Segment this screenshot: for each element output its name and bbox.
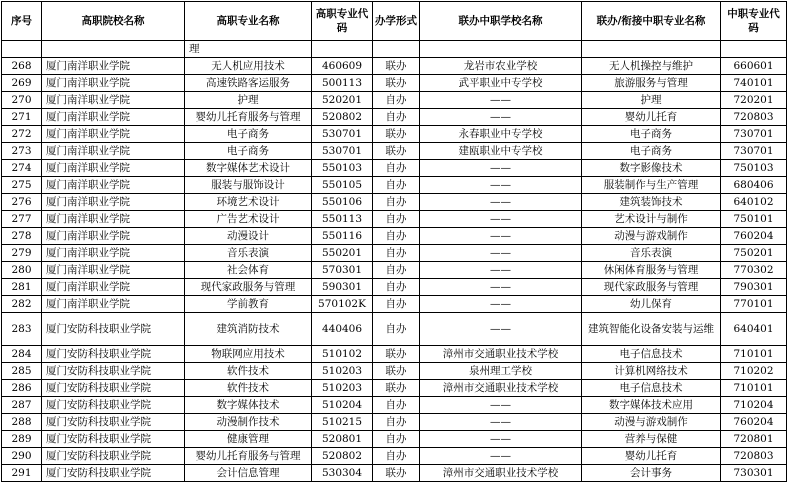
- header-cell: 高职专业代码: [312, 2, 373, 41]
- major-name-cell: 电子商务: [185, 126, 312, 143]
- secondary-code-cell: 640102: [721, 194, 787, 211]
- major-name-cell: 数字媒体技术: [185, 397, 312, 414]
- secondary-major-cell: 数字影像技术: [582, 160, 721, 177]
- mode-cell: 联办: [373, 126, 420, 143]
- major-code-cell: 520201: [312, 92, 373, 109]
- partner-school-cell: ——: [420, 228, 582, 245]
- mode-cell: 自办: [373, 211, 420, 228]
- college-name-cell: 厦门南洋职业学院: [42, 228, 185, 245]
- partner-school-cell: ——: [420, 92, 582, 109]
- table-row: [2, 414, 787, 431]
- college-name-cell: 厦门南洋职业学院: [42, 262, 185, 279]
- table-row: [2, 109, 787, 126]
- mode-cell: 自办: [373, 109, 420, 126]
- row-number-cell: 291: [2, 465, 42, 482]
- college-name-cell: 厦门南洋职业学院: [42, 194, 185, 211]
- college-name-cell: 厦门南洋职业学院: [42, 245, 185, 262]
- major-code-cell: 550113: [312, 211, 373, 228]
- header-row: [2, 2, 787, 41]
- college-name-cell: 厦门南洋职业学院: [42, 58, 185, 75]
- partner-school-cell: 漳州市交通职业技术学校: [420, 465, 582, 482]
- major-code-cell: 590301: [312, 279, 373, 296]
- continuation-major: 理: [185, 41, 312, 58]
- secondary-major-cell: 会计事务: [582, 465, 721, 482]
- secondary-code-cell: 720801: [721, 431, 787, 448]
- college-name-cell: 厦门安防科技职业学院: [42, 448, 185, 465]
- header-cell: 联办中职学校名称: [420, 2, 582, 41]
- mode-cell: 自办: [373, 431, 420, 448]
- row-number-cell: 282: [2, 296, 42, 313]
- mode-cell: 联办: [373, 346, 420, 363]
- secondary-major-cell: 幼儿保育: [582, 296, 721, 313]
- college-name-cell: 厦门安防科技职业学院: [42, 363, 185, 380]
- table-row: [2, 380, 787, 397]
- major-code-cell: 530701: [312, 143, 373, 160]
- row-number-cell: 277: [2, 211, 42, 228]
- college-name-cell: 厦门安防科技职业学院: [42, 313, 185, 346]
- partner-school-cell: ——: [420, 431, 582, 448]
- secondary-code-cell: 730301: [721, 465, 787, 482]
- table-row: [2, 143, 787, 160]
- mode-cell: 联办: [373, 380, 420, 397]
- major-code-cell: 440406: [312, 313, 373, 346]
- partner-school-cell: ——: [420, 397, 582, 414]
- mode-cell: 自办: [373, 92, 420, 109]
- table-row: [2, 211, 787, 228]
- major-name-cell: 动漫设计: [185, 228, 312, 245]
- partner-school-cell: ——: [420, 414, 582, 431]
- major-name-cell: 服装与服饰设计: [185, 177, 312, 194]
- secondary-major-cell: 建筑智能化设备安装与运维: [582, 313, 721, 346]
- college-name-cell: 厦门安防科技职业学院: [42, 414, 185, 431]
- row-number-cell: 274: [2, 160, 42, 177]
- college-name-cell: 厦门南洋职业学院: [42, 75, 185, 92]
- table-row: [2, 92, 787, 109]
- table-row: [2, 431, 787, 448]
- partner-school-cell: ——: [420, 211, 582, 228]
- secondary-major-cell: 艺术设计与制作: [582, 211, 721, 228]
- secondary-code-cell: 730701: [721, 143, 787, 160]
- secondary-code-cell: 710101: [721, 380, 787, 397]
- header-cell: 联办/衔接中职专业名称: [582, 2, 721, 41]
- table-row: [2, 58, 787, 75]
- partner-school-cell: ——: [420, 245, 582, 262]
- mode-cell: 自办: [373, 177, 420, 194]
- header-cell: 序号: [2, 2, 42, 41]
- partner-school-cell: ——: [420, 177, 582, 194]
- partner-school-cell: ——: [420, 262, 582, 279]
- partner-school-cell: 武平职业中专学校: [420, 75, 582, 92]
- college-name-cell: 厦门南洋职业学院: [42, 160, 185, 177]
- secondary-major-cell: 现代家政服务与管理: [582, 279, 721, 296]
- row-number-cell: 271: [2, 109, 42, 126]
- partner-school-cell: ——: [420, 448, 582, 465]
- secondary-major-cell: 电子信息技术: [582, 380, 721, 397]
- table-row: [2, 465, 787, 482]
- major-code-cell: 500113: [312, 75, 373, 92]
- partner-school-cell: 建瓯职业中专学校: [420, 143, 582, 160]
- table-row: [2, 279, 787, 296]
- table-row: [2, 160, 787, 177]
- mode-cell: 自办: [373, 397, 420, 414]
- row-number-cell: 272: [2, 126, 42, 143]
- college-name-cell: 厦门安防科技职业学院: [42, 431, 185, 448]
- major-code-cell: 570301: [312, 262, 373, 279]
- major-name-cell: 高速铁路客运服务: [185, 75, 312, 92]
- college-name-cell: 厦门安防科技职业学院: [42, 465, 185, 482]
- major-code-cell: 460609: [312, 58, 373, 75]
- mode-cell: 自办: [373, 448, 420, 465]
- secondary-code-cell: 730701: [721, 126, 787, 143]
- row-number-cell: 276: [2, 194, 42, 211]
- continuation-row: [2, 41, 787, 58]
- secondary-major-cell: 旅游服务与管理: [582, 75, 721, 92]
- row-number-cell: 270: [2, 92, 42, 109]
- major-name-cell: 婴幼儿托育服务与管理: [185, 448, 312, 465]
- secondary-code-cell: 750201: [721, 245, 787, 262]
- secondary-major-cell: 动漫与游戏制作: [582, 228, 721, 245]
- partner-school-cell: ——: [420, 109, 582, 126]
- mode-cell: 自办: [373, 194, 420, 211]
- secondary-major-cell: 休闲体育服务与管理: [582, 262, 721, 279]
- major-code-cell: 510102: [312, 346, 373, 363]
- major-name-cell: 电子商务: [185, 143, 312, 160]
- partner-school-cell: 泉州理工学校: [420, 363, 582, 380]
- major-code-cell: 570102K: [312, 296, 373, 313]
- major-name-cell: 学前教育: [185, 296, 312, 313]
- secondary-code-cell: 680406: [721, 177, 787, 194]
- secondary-code-cell: 710202: [721, 363, 787, 380]
- header-cell: 高职专业名称: [185, 2, 312, 41]
- college-name-cell: 厦门南洋职业学院: [42, 109, 185, 126]
- major-code-cell: 510203: [312, 363, 373, 380]
- secondary-major-cell: 数字媒体技术应用: [582, 397, 721, 414]
- table-row: [2, 448, 787, 465]
- table-row: [2, 296, 787, 313]
- secondary-code-cell: 770101: [721, 296, 787, 313]
- table-row: [2, 228, 787, 245]
- partner-school-cell: 漳州市交通职业技术学校: [420, 380, 582, 397]
- partner-school-cell: ——: [420, 279, 582, 296]
- major-name-cell: 软件技术: [185, 380, 312, 397]
- secondary-code-cell: 660601: [721, 58, 787, 75]
- secondary-major-cell: 婴幼儿托育: [582, 448, 721, 465]
- partner-school-cell: ——: [420, 296, 582, 313]
- partner-school-cell: ——: [420, 194, 582, 211]
- college-name-cell: 厦门南洋职业学院: [42, 92, 185, 109]
- secondary-major-cell: 护理: [582, 92, 721, 109]
- mode-cell: 联办: [373, 58, 420, 75]
- major-name-cell: 建筑消防技术: [185, 313, 312, 346]
- mode-cell: 自办: [373, 414, 420, 431]
- header-cell: 高职院校名称: [42, 2, 185, 41]
- major-name-cell: 音乐表演: [185, 245, 312, 262]
- table-row: [2, 75, 787, 92]
- table-row: [2, 245, 787, 262]
- row-number-cell: 284: [2, 346, 42, 363]
- major-code-cell: 550103: [312, 160, 373, 177]
- secondary-code-cell: 710204: [721, 397, 787, 414]
- major-code-cell: 530701: [312, 126, 373, 143]
- mode-cell: 联办: [373, 143, 420, 160]
- college-name-cell: 厦门南洋职业学院: [42, 143, 185, 160]
- header-cell: 办学形式: [373, 2, 420, 41]
- college-name-cell: 厦门安防科技职业学院: [42, 380, 185, 397]
- secondary-major-cell: 建筑装饰技术: [582, 194, 721, 211]
- row-number-cell: 275: [2, 177, 42, 194]
- mode-cell: 自办: [373, 279, 420, 296]
- secondary-major-cell: 无人机操控与维护: [582, 58, 721, 75]
- major-code-cell: 550116: [312, 228, 373, 245]
- major-code-cell: 510203: [312, 380, 373, 397]
- secondary-code-cell: 720201: [721, 92, 787, 109]
- secondary-major-cell: 动漫与游戏制作: [582, 414, 721, 431]
- mode-cell: 联办: [373, 75, 420, 92]
- major-code-cell: 550201: [312, 245, 373, 262]
- partner-school-cell: 漳州市交通职业技术学校: [420, 346, 582, 363]
- partner-school-cell: 永春职业中专学校: [420, 126, 582, 143]
- major-name-cell: 无人机应用技术: [185, 58, 312, 75]
- major-table: [1, 1, 787, 482]
- major-code-cell: 520802: [312, 448, 373, 465]
- secondary-code-cell: 710101: [721, 346, 787, 363]
- table-body: [2, 41, 787, 482]
- secondary-major-cell: 电子信息技术: [582, 346, 721, 363]
- row-number-cell: 281: [2, 279, 42, 296]
- secondary-code-cell: 640401: [721, 313, 787, 346]
- table-row: [2, 194, 787, 211]
- major-name-cell: 护理: [185, 92, 312, 109]
- partner-school-cell: ——: [420, 313, 582, 346]
- college-name-cell: 厦门安防科技职业学院: [42, 397, 185, 414]
- table-row: [2, 262, 787, 279]
- mode-cell: 自办: [373, 228, 420, 245]
- row-number-cell: 285: [2, 363, 42, 380]
- major-code-cell: 510204: [312, 397, 373, 414]
- row-number-cell: 280: [2, 262, 42, 279]
- mode-cell: 自办: [373, 160, 420, 177]
- mode-cell: 自办: [373, 296, 420, 313]
- row-number-cell: 289: [2, 431, 42, 448]
- row-number-cell: 283: [2, 313, 42, 346]
- secondary-code-cell: 760204: [721, 414, 787, 431]
- table-row: [2, 346, 787, 363]
- row-number-cell: 287: [2, 397, 42, 414]
- major-name-cell: 广告艺术设计: [185, 211, 312, 228]
- major-name-cell: 软件技术: [185, 363, 312, 380]
- row-number-cell: 268: [2, 58, 42, 75]
- major-code-cell: 520802: [312, 109, 373, 126]
- major-name-cell: 数字媒体艺术设计: [185, 160, 312, 177]
- major-code-cell: 510215: [312, 414, 373, 431]
- partner-school-cell: 龙岩市农业学校: [420, 58, 582, 75]
- mode-cell: 联办: [373, 465, 420, 482]
- partner-school-cell: ——: [420, 160, 582, 177]
- college-name-cell: 厦门南洋职业学院: [42, 126, 185, 143]
- major-code-cell: 550105: [312, 177, 373, 194]
- secondary-code-cell: 740101: [721, 75, 787, 92]
- table-row: [2, 397, 787, 414]
- major-name-cell: 会计信息管理: [185, 465, 312, 482]
- table-row: [2, 177, 787, 194]
- table-row: [2, 363, 787, 380]
- row-number-cell: 286: [2, 380, 42, 397]
- row-number-cell: 288: [2, 414, 42, 431]
- secondary-major-cell: 电子商务: [582, 143, 721, 160]
- secondary-major-cell: 营养与保健: [582, 431, 721, 448]
- secondary-major-cell: 服装制作与生产管理: [582, 177, 721, 194]
- college-name-cell: 厦门南洋职业学院: [42, 279, 185, 296]
- secondary-code-cell: 750103: [721, 160, 787, 177]
- major-code-cell: 530304: [312, 465, 373, 482]
- row-number-cell: 290: [2, 448, 42, 465]
- table-row: [2, 126, 787, 143]
- secondary-code-cell: 760204: [721, 228, 787, 245]
- mode-cell: 自办: [373, 245, 420, 262]
- major-name-cell: 健康管理: [185, 431, 312, 448]
- college-name-cell: 厦门南洋职业学院: [42, 296, 185, 313]
- major-name-cell: 婴幼儿托育服务与管理: [185, 109, 312, 126]
- row-number-cell: 278: [2, 228, 42, 245]
- secondary-major-cell: 婴幼儿托育: [582, 109, 721, 126]
- major-name-cell: 现代家政服务与管理: [185, 279, 312, 296]
- major-name-cell: 动漫制作技术: [185, 414, 312, 431]
- mode-cell: 联办: [373, 363, 420, 380]
- secondary-major-cell: 计算机网络技术: [582, 363, 721, 380]
- row-number-cell: 273: [2, 143, 42, 160]
- row-number-cell: 269: [2, 75, 42, 92]
- college-name-cell: 厦门南洋职业学院: [42, 177, 185, 194]
- row-number-cell: 279: [2, 245, 42, 262]
- table-row: [2, 313, 787, 346]
- major-name-cell: 环境艺术设计: [185, 194, 312, 211]
- secondary-code-cell: 720803: [721, 448, 787, 465]
- header-cell: 中职专业代码: [721, 2, 787, 41]
- secondary-code-cell: 720803: [721, 109, 787, 126]
- secondary-major-cell: 电子商务: [582, 126, 721, 143]
- secondary-major-cell: 音乐表演: [582, 245, 721, 262]
- college-name-cell: 厦门南洋职业学院: [42, 211, 185, 228]
- secondary-code-cell: 770302: [721, 262, 787, 279]
- major-code-cell: 520801: [312, 431, 373, 448]
- major-name-cell: 社会体育: [185, 262, 312, 279]
- secondary-code-cell: 750101: [721, 211, 787, 228]
- major-name-cell: 物联网应用技术: [185, 346, 312, 363]
- mode-cell: 自办: [373, 262, 420, 279]
- college-name-cell: 厦门安防科技职业学院: [42, 346, 185, 363]
- secondary-code-cell: 790301: [721, 279, 787, 296]
- major-code-cell: 550106: [312, 194, 373, 211]
- mode-cell: 自办: [373, 313, 420, 346]
